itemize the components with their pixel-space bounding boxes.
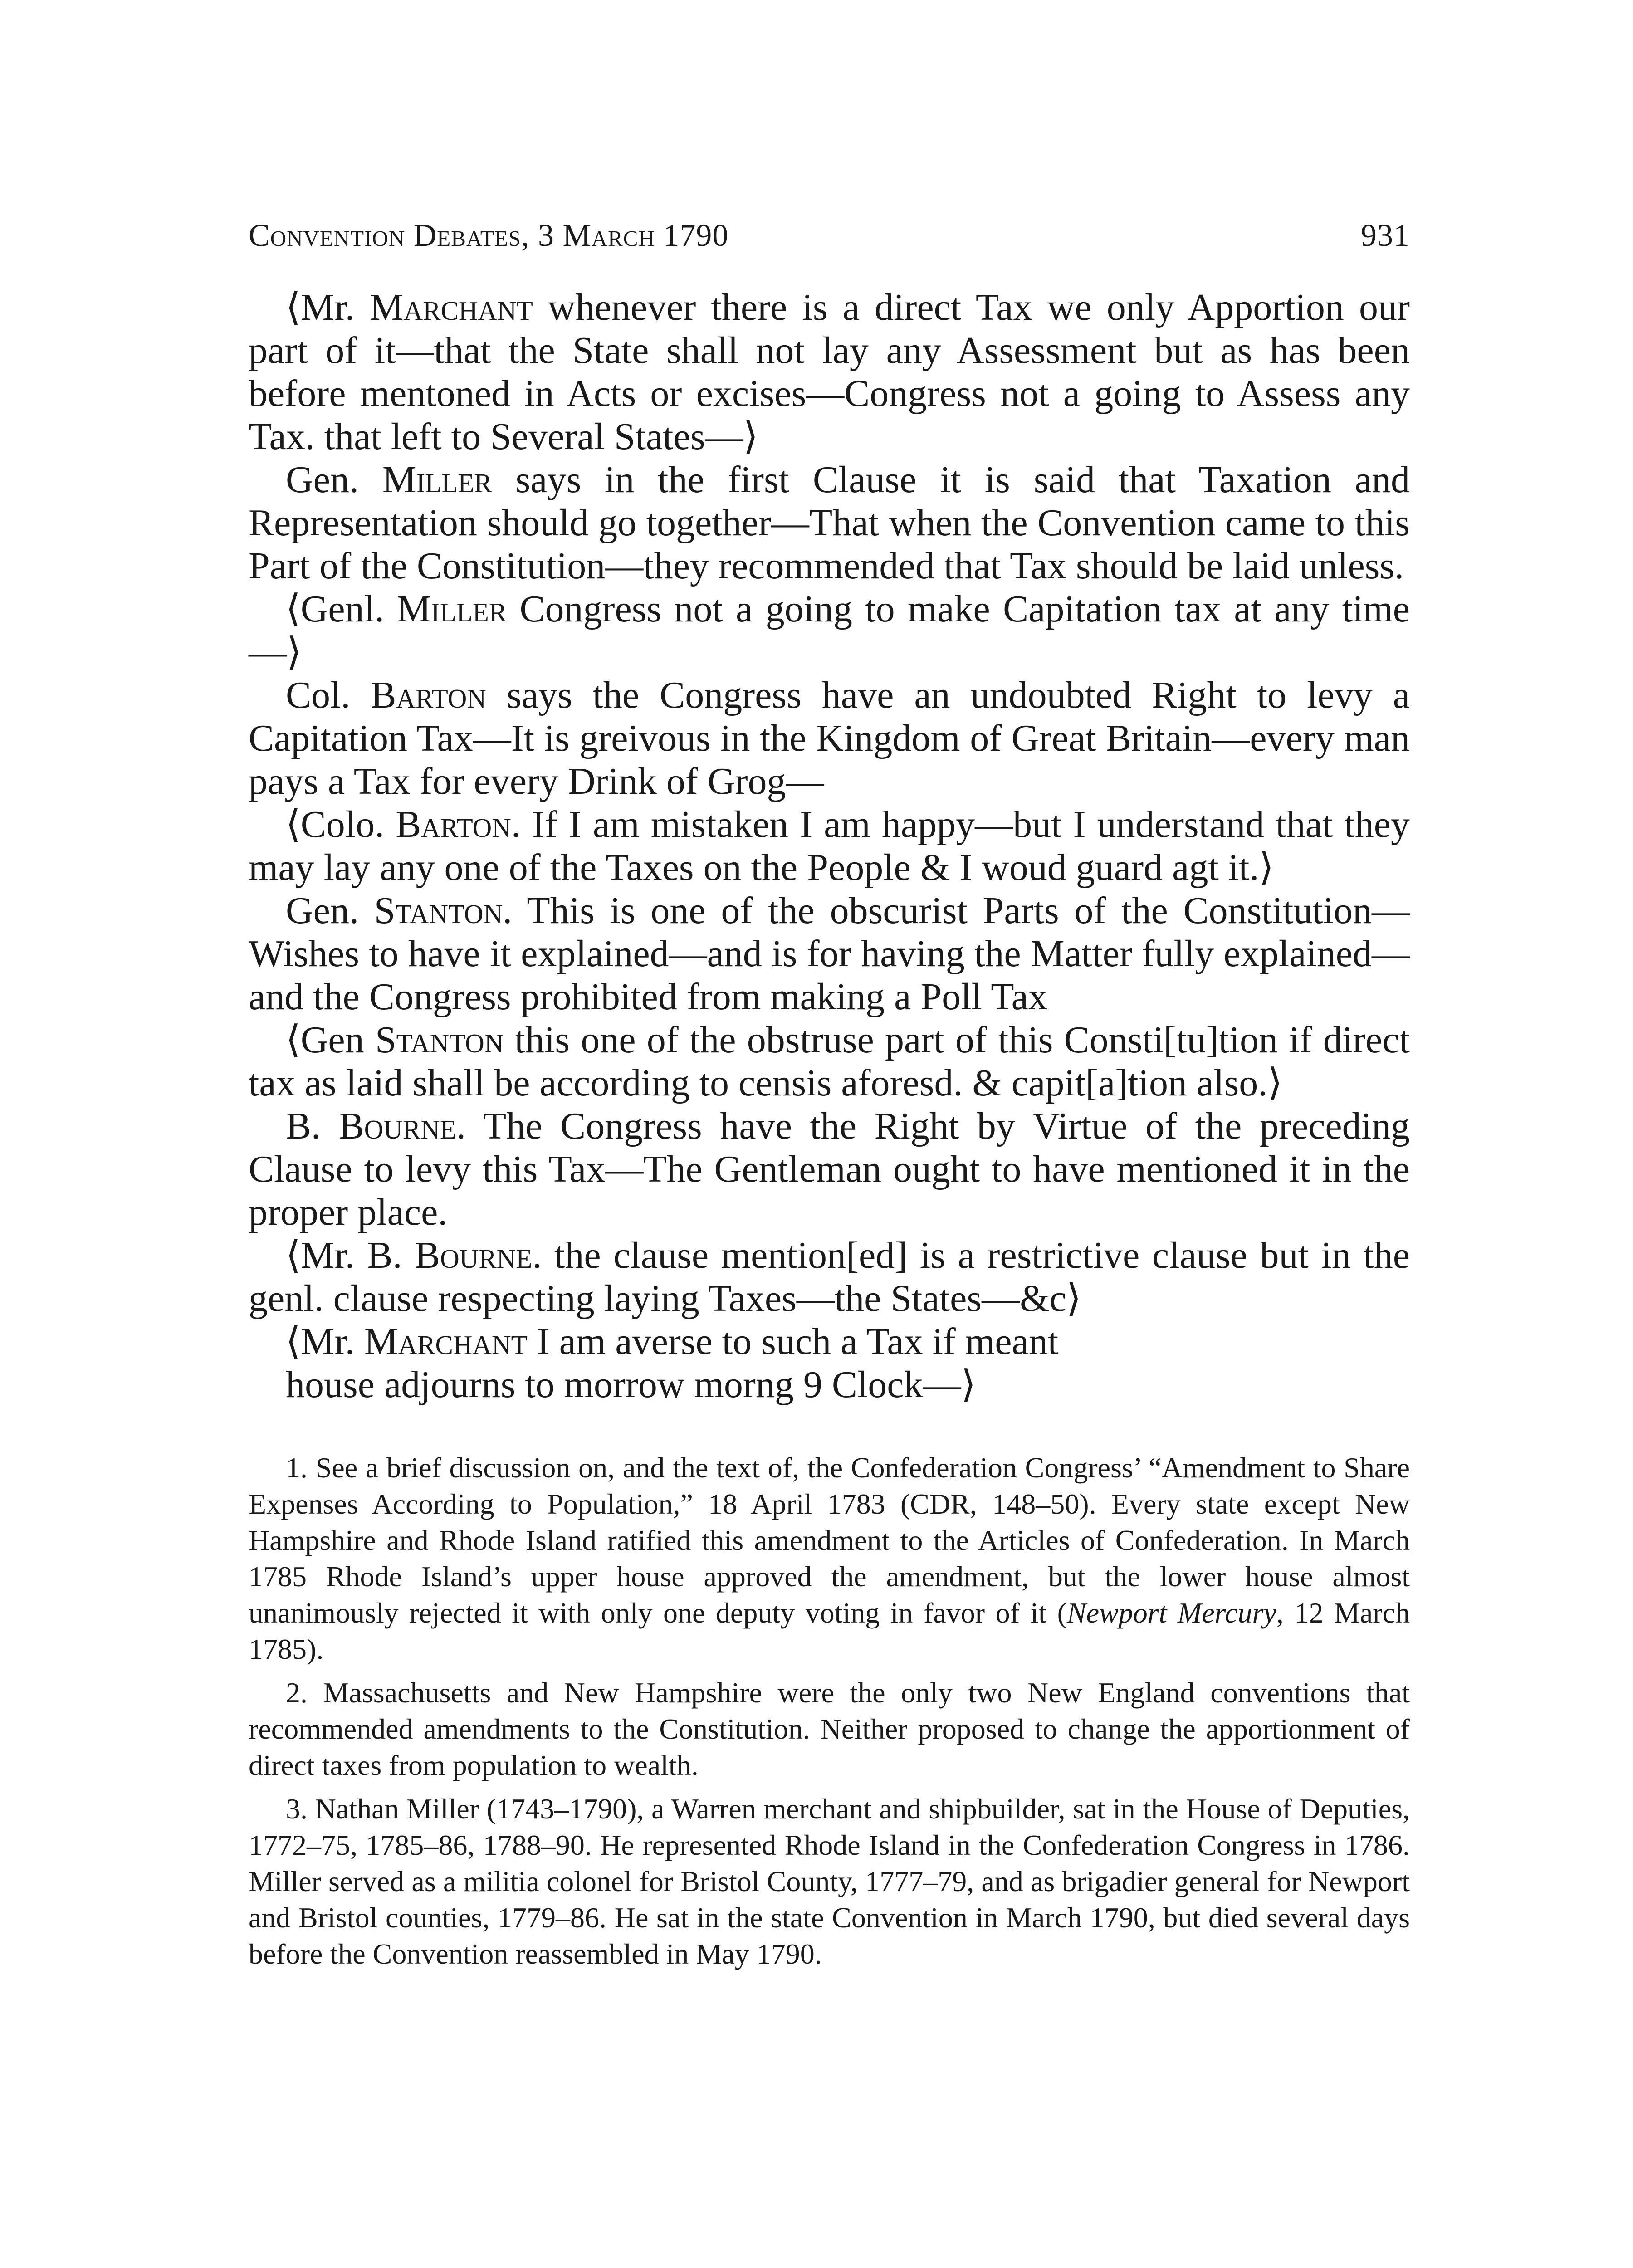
speaker-name: Barton: [396, 803, 511, 846]
closing-paragraph: ⟨Mr. Marchant I am averse to such a Tax if meant house adjourns to morrow morng 9 Clock—⟩: [249, 1320, 1410, 1406]
debate-paragraph: ⟨Mr. Marchant whenever there is a direct Tax we only Apportion our part of it—that the State shall not lay any Assessment but as has been before mentoned in Acts or excises—Congress not a going to Assess any Tax. that left to Several States—⟩: [249, 286, 1410, 458]
running-head: [249, 218, 1410, 254]
newspaper-title: Newport Mercury: [1066, 1597, 1276, 1629]
debate-text: [249, 286, 1410, 1406]
speaker-name: Miller: [382, 459, 492, 501]
speaker-name: Marchant: [369, 286, 533, 328]
speaker-name: Miller: [397, 588, 507, 630]
debate-paragraph: Gen. Stanton. This is one of the obscurist Parts of the Constitution—Wishes to have it explained—and is for having the Matter fully explained—and the Congress prohibited from making a Poll Tax: [249, 890, 1410, 1018]
speaker-name: Marchant: [364, 1320, 528, 1363]
speaker-name: Barton: [371, 674, 486, 716]
footnotes: [249, 1450, 1410, 1972]
debate-paragraph: B. Bourne. The Congress have the Right by Virtue of the preceding Clause to levy this Tax—The Gentleman ought to have mentioned it in the proper place.: [249, 1105, 1410, 1233]
footnote: 1. See a brief discussion on, and the text of, the Confederation Congress’ “Amendment to Share Expenses According to Population,” 18 April 1783 (CDR, 148–50). Every state except New Hampshire and Rhode Island ratified this amendment to the Articles of Confederation. In March 1785 Rhode Island’s upper house approved the amendment, but the lower house almost unanimously rejected it with only one deputy voting in favor of it (Newport Mercury, 12 March 1785).: [249, 1452, 1410, 1665]
footnote: 3. Nathan Miller (1743–1790), a Warren merchant and shipbuilder, sat in the House of Deputies, 1772–75, 1785–86, 1788–90. He represented Rhode Island in the Confederation Congress in 1786. Miller served as a militia colonel for Bristol County, 1777–79, and as brigadier general for Newport and Bristol counties, 1779–86. He sat in the state Convention in March 1790, but died several days before the Convention reassembled in May 1790.: [249, 1793, 1410, 1970]
debate-paragraph: ⟨Genl. Miller Congress not a going to make Capitation tax at any time—⟩: [249, 588, 1410, 673]
debate-paragraph: Gen. Miller says in the first Clause it is said that Taxation and Representation should go together—That when the Convention came to this Part of the Constitution—they recommended that Tax should be laid unless.: [249, 459, 1410, 587]
adjournment-line: house adjourns to morrow morng 9 Clock—⟩: [286, 1364, 976, 1406]
speaker-name: Bourne: [338, 1105, 456, 1147]
speaker-name: Stanton: [374, 890, 503, 932]
page-number: 931: [1361, 218, 1410, 253]
running-head-title: Convention Debates, 3 March 1790: [249, 218, 729, 253]
speaker-name: Bourne: [415, 1234, 533, 1276]
speaker-name: Stanton: [375, 1019, 504, 1061]
document-page: [249, 218, 1410, 1980]
debate-paragraph: Col. Barton says the Congress have an undoubted Right to levy a Capitation Tax—It is greivous in the Kingdom of Great Britain—every man pays a Tax for every Drink of Grog—: [249, 674, 1410, 802]
debate-paragraph: ⟨Mr. B. Bourne. the clause mention[ed] is a restrictive clause but in the genl. clause respecting laying Taxes—the States—&c⟩: [249, 1234, 1410, 1320]
debate-paragraph: ⟨Gen Stanton this one of the obstruse part of this Consti[tu]tion if direct tax as laid shall be according to censis aforesd. & capit[a]tion also.⟩: [249, 1019, 1410, 1104]
debate-paragraph: ⟨Colo. Barton. If I am mistaken I am happy—but I understand that they may lay any one of the Taxes on the People & I woud guard agt it.⟩: [249, 803, 1410, 889]
footnote: 2. Massachusetts and New Hampshire were the only two New England conventions that recommended amendments to the Constitution. Neither proposed to change the apportionment of direct taxes from population to wealth.: [249, 1677, 1410, 1781]
